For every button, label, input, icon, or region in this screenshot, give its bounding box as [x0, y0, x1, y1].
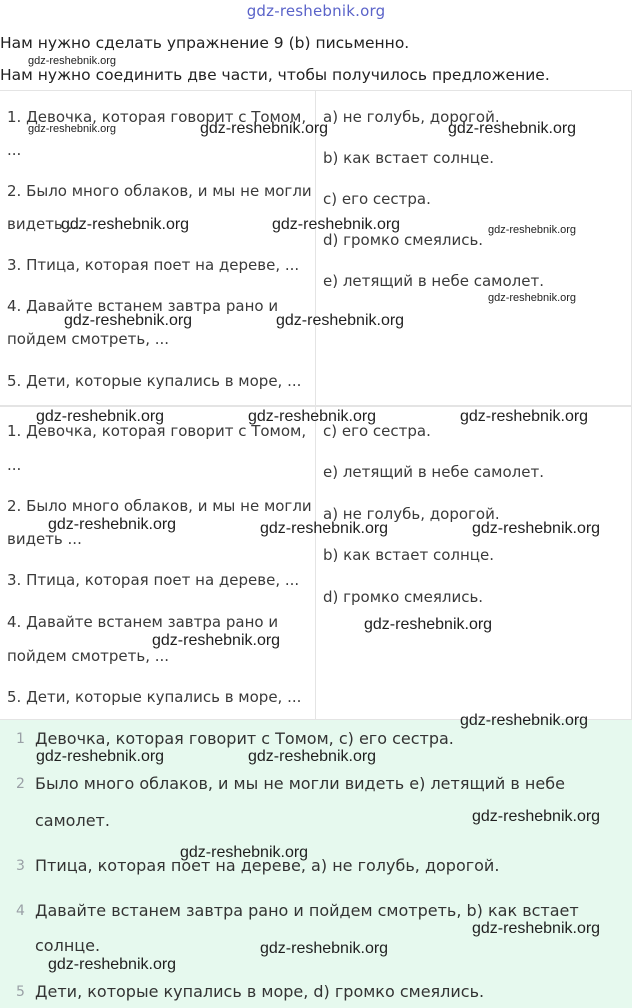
- intro-line-1: Нам нужно сделать упражнение 9 (b) письменно.: [0, 34, 410, 52]
- right-cell-line: d) громко смеялись.: [323, 231, 484, 249]
- right-cell-line: b) как встает солнце.: [323, 149, 494, 167]
- answer-text: Девочка, которая говорит с Томом, c) его сестра.: [35, 729, 454, 748]
- answer-text: Было много облаков, и мы не могли видеть e) летящий в небе: [35, 774, 565, 793]
- left-cell-line: 1. Девочка, которая говорит с Томом,: [7, 422, 307, 440]
- left-cell-line: 2. Было много облаков, и мы не могли: [7, 182, 312, 200]
- watermark: gdz-reshebnik.org: [260, 940, 389, 957]
- answer-number: 3: [16, 858, 25, 874]
- right-cell-line: e) летящий в небе самолет.: [323, 463, 544, 481]
- answer-text: Дети, которые купались в море, d) громко смеялись.: [35, 982, 485, 1001]
- right-cell-line: d) громко смеялись.: [323, 588, 484, 606]
- watermark: gdz-reshebnik.org: [180, 844, 309, 861]
- right-cell-line: a) не голубь, дорогой.: [323, 505, 500, 523]
- right-cell-line: a) не голубь, дорогой.: [323, 108, 500, 126]
- watermark: gdz-reshebnik.org: [28, 123, 117, 135]
- watermark: gdz-reshebnik.org: [272, 216, 401, 233]
- watermark: gdz-reshebnik.org: [64, 312, 193, 329]
- left-cell-line: 5. Дети, которые купались в море, ...: [7, 688, 302, 706]
- right-cell-line: e) летящий в небе самолет.: [323, 272, 544, 290]
- watermark: gdz-reshebnik.org: [276, 312, 405, 329]
- column-divider: [315, 91, 316, 405]
- left-cell-line: 1. Девочка, которая говорит с Томом,: [7, 108, 307, 126]
- watermark: gdz-reshebnik.org: [448, 120, 577, 137]
- answer-text: самолет.: [35, 811, 110, 830]
- matching-table-original: [0, 90, 632, 406]
- left-cell-line: 2. Было много облаков, и мы не могли: [7, 497, 312, 515]
- watermark: gdz-reshebnik.org: [488, 224, 577, 236]
- answer-number: 1: [16, 731, 25, 747]
- answer-text: Птица, которая поет на дереве, a) не голубь, дорогой.: [35, 856, 500, 875]
- left-cell-line: видеть ...: [7, 530, 82, 548]
- answer-number: 4: [16, 903, 25, 919]
- watermark: gdz-reshebnik.org: [200, 120, 329, 137]
- watermark: gdz-reshebnik.org: [36, 748, 165, 765]
- left-cell-line: 4. Давайте встанем завтра рано и: [7, 297, 279, 315]
- left-cell-line: 3. Птица, которая поет на дереве, ...: [7, 256, 300, 274]
- watermark: gdz-reshebnik.org: [48, 516, 177, 533]
- right-cell-line: c) его сестра.: [323, 422, 431, 440]
- watermark: gdz-reshebnik.org: [488, 292, 577, 304]
- watermark: gdz-reshebnik.org: [260, 520, 389, 537]
- left-cell-line: 3. Птица, которая поет на дереве, ...: [7, 571, 300, 589]
- watermark: gdz-reshebnik.org: [48, 956, 177, 973]
- watermark: gdz-reshebnik.org: [28, 55, 117, 67]
- watermark: gdz-reshebnik.org: [460, 712, 589, 729]
- site-header-link[interactable]: gdz-reshebnik.org: [246, 2, 386, 20]
- left-cell-line: видеть ...: [7, 215, 82, 233]
- watermark: gdz-reshebnik.org: [248, 408, 377, 425]
- watermark: gdz-reshebnik.org: [472, 920, 601, 937]
- answer-number: 2: [16, 776, 25, 792]
- watermark: gdz-reshebnik.org: [248, 748, 377, 765]
- watermark: gdz-reshebnik.org: [472, 808, 601, 825]
- left-cell-line: 4. Давайте встанем завтра рано и: [7, 613, 279, 631]
- watermark: gdz-reshebnik.org: [61, 216, 190, 233]
- matching-table-solution: [0, 406, 632, 720]
- watermark: gdz-reshebnik.org: [36, 408, 165, 425]
- left-cell-line: пойдем смотреть, ...: [7, 330, 170, 348]
- right-cell-line: c) его сестра.: [323, 190, 431, 208]
- right-cell-line: b) как встает солнце.: [323, 546, 494, 564]
- left-cell-line: 5. Дети, которые купались в море, ...: [7, 372, 302, 390]
- watermark: gdz-reshebnik.org: [460, 408, 589, 425]
- left-cell-line: пойдем смотреть, ...: [7, 647, 170, 665]
- answer-text: солнце.: [35, 936, 101, 955]
- watermark: gdz-reshebnik.org: [152, 632, 281, 649]
- watermark: gdz-reshebnik.org: [472, 520, 601, 537]
- answer-number: 5: [16, 984, 25, 1000]
- intro-line-2: Нам нужно соединить две части, чтобы получилось предложение.: [0, 66, 550, 84]
- left-cell-line: ...: [7, 141, 22, 159]
- answer-panel: [0, 720, 632, 1008]
- watermark: gdz-reshebnik.org: [364, 616, 493, 633]
- left-cell-line: ...: [7, 456, 22, 474]
- column-divider: [315, 407, 316, 719]
- answer-text: Давайте встанем завтра рано и пойдем смотреть, b) как встает: [35, 901, 579, 920]
